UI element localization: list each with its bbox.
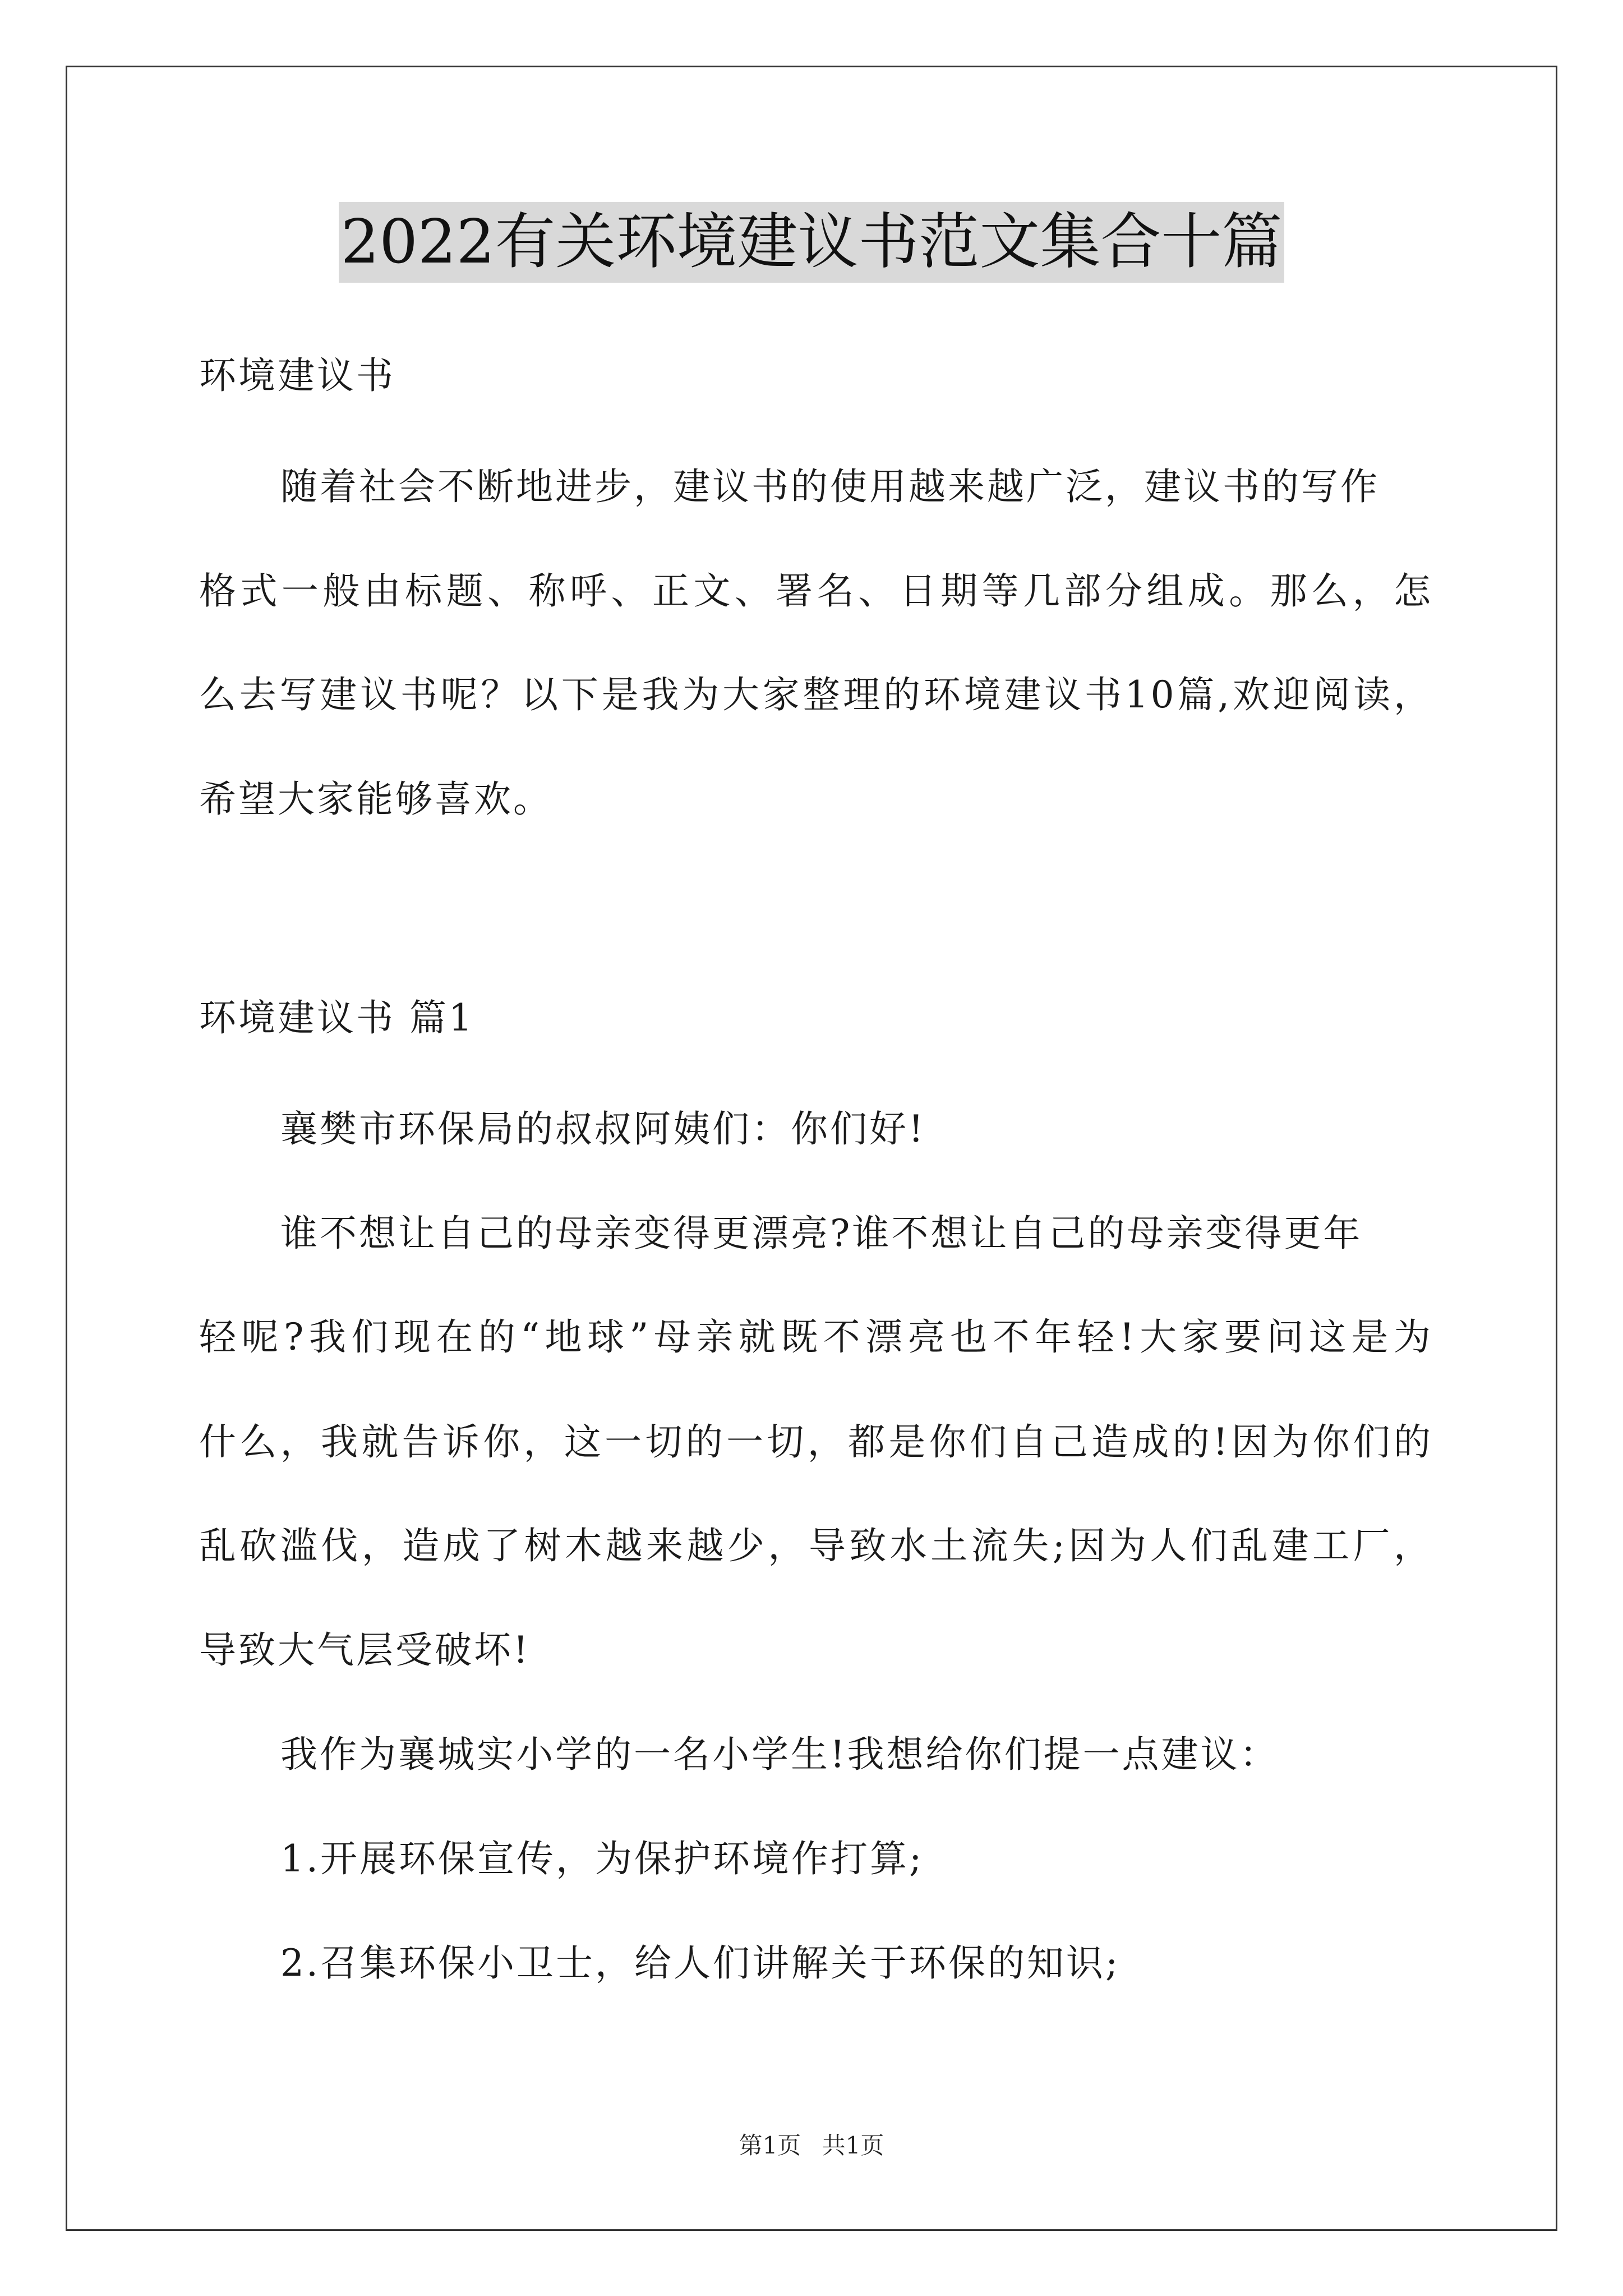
paragraph-line: 我作为襄城实小学的一名小学生!我想给你们提一点建议： [280, 1733, 1279, 1776]
paragraph-line: 么去写建议书呢？以下是我为大家整理的环境建议书10篇,欢迎阅读， [199, 673, 1433, 716]
paragraph-line: 格式一般由标题、称呼、正文、署名、日期等几部分组成。那么，怎 [199, 569, 1433, 613]
section-heading: 环境建议书 [199, 354, 395, 397]
list-item: 1.开展环保宣传，为保护环境作打算; [280, 1837, 924, 1880]
page-footer [0, 2132, 1623, 2160]
paragraph-line: 谁不想让自己的母亲变得更漂亮?谁不想让自己的母亲变得更年 [280, 1212, 1363, 1255]
paragraph-line: 随着社会不断地进步，建议书的使用越来越广泛，建议书的写作 [280, 465, 1380, 508]
paragraph-line: 襄樊市环保局的叔叔阿姨们：你们好! [280, 1107, 926, 1151]
paragraph-line: 什么，我就告诉你，这一切的一切，都是你们自己造成的!因为你们的 [199, 1420, 1433, 1464]
document-title: 2022有关环境建议书范文集合十篇 [339, 202, 1285, 283]
title-container [0, 202, 1623, 283]
list-item: 2.召集环保小卫士，给人们讲解关于环保的知识; [280, 1941, 1121, 1985]
page-number-total: 共1页 [822, 2132, 884, 2159]
paragraph-line: 乱砍滥伐，造成了树木越来越少，导致水土流失;因为人们乱建工厂， [199, 1524, 1433, 1567]
paragraph-line: 希望大家能够喜欢。 [199, 777, 552, 821]
paragraph-line: 导致大气层受破坏! [199, 1628, 531, 1672]
page-number-current: 第1页 [739, 2132, 801, 2159]
section-heading: 环境建议书 篇1 [199, 996, 474, 1039]
paragraph-line: 轻呢?我们现在的“地球”母亲就既不漂亮也不年轻!大家要问这是为 [199, 1315, 1433, 1359]
